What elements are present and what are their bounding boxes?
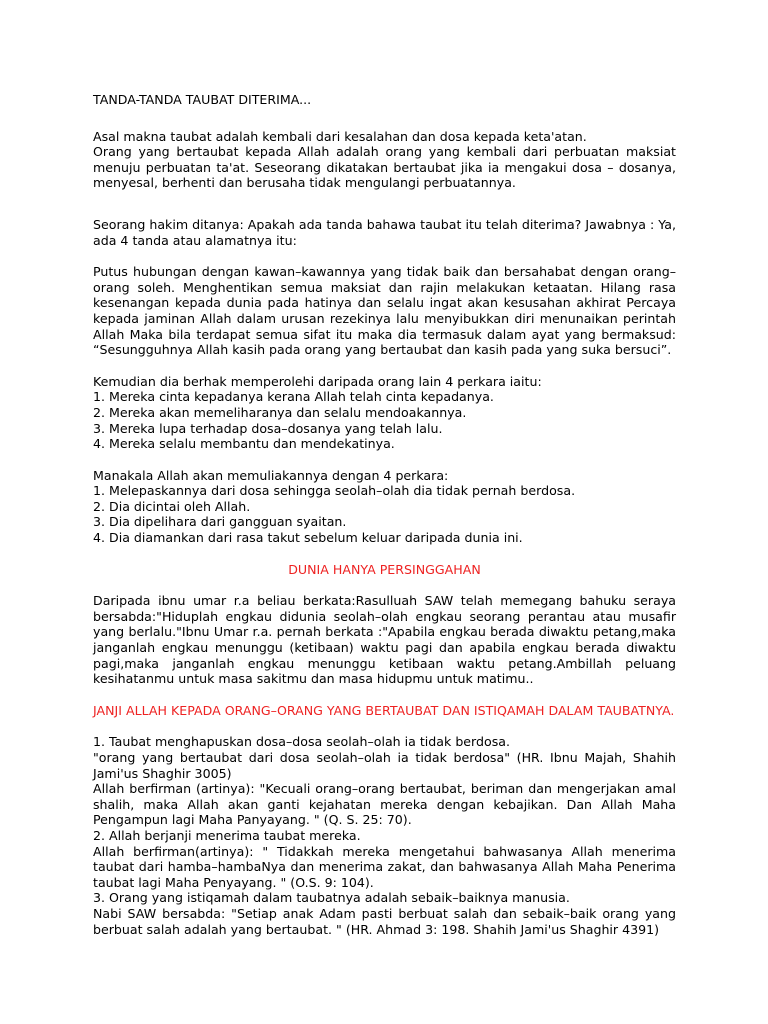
manakala-intro: Manakala Allah akan memuliakannya dengan 4 perkara:	[93, 467, 449, 483]
janji-line: 1. Taubat menghapuskan dosa–dosa seolah–olah ia tidak berdosa.	[93, 734, 510, 750]
manakala-item: 3. Dia dipelihara dari gangguan syaitan.	[93, 514, 347, 530]
manakala-item: 2. Dia dicintai oleh Allah.	[93, 498, 251, 514]
dunia-paragraph: Daripada ibnu umar r.a beliau berkata:Rasulluah SAW telah memegang bahuku seraya bersabda:"Hiduplah engkau didunia seolah–olah engkau seorang perantau atau musafir yang berlalu."Ibnu Umar r.a. pernah berkata :"Apabila engkau berada diwaktu petang,maka janganlah engkau menunggu (ketibaan) waktu pagi dan apabila engkau berada diwaktu pagi,maka janganlah engkau menunggu ketibaan waktu petang.Ambillah peluang kesihatanmu untuk masa sakitmu dan masa hidupmu untuk matimu..	[93, 593, 676, 687]
intro-line-1: Asal makna taubat adalah kembali dari kesalahan dan dosa kepada keta'atan.	[93, 128, 587, 144]
document-page	[93, 92, 676, 937]
kemudian-intro: Kemudian dia berhak memperolehi daripada orang lain 4 perkara iaitu:	[93, 373, 542, 389]
document-title: TANDA-TANDA TAUBAT DITERIMA...	[93, 92, 312, 107]
kemudian-item: 3. Mereka lupa terhadap dosa–dosanya yang telah lalu.	[93, 420, 443, 436]
janji-line: 3. Orang yang istiqamah dalam taubatnya adalah sebaik–baiknya manusia.	[93, 890, 570, 906]
kemudian-item: 4. Mereka selalu membantu dan mendekatinya.	[93, 436, 395, 452]
heading-janji: JANJI ALLAH KEPADA ORANG–ORANG YANG BERTAUBAT DAN ISTIQAMAH DALAM TAUBATNYA.	[93, 702, 675, 718]
intro-paragraph: Orang yang bertaubat kepada Allah adalah orang yang kembali dari perbuatan maksiat menuju perbuatan ta'at. Seseorang dikatakan bertaubat jika ia mengakui dosa – dosanya, menyesal, berhenti dan berusaha tidak mengulangi perbuatannya.	[93, 144, 676, 191]
janji-line: Allah berfirman (artinya): "Kecuali orang–orang bertaubat, beriman dan mengerjakan amal shalih, maka Allah akan ganti kejahatan mereka dengan kebajikan. Dan Allah Maha Pengampun lagi Maha Panyayang. " (Q. S. 25: 70).	[93, 781, 676, 828]
janji-line: 2. Allah berjanji menerima taubat mereka.	[93, 827, 361, 843]
janji-line: "orang yang bertaubat dari dosa seolah–olah ia tidak berdosa" (HR. Ibnu Majah, Shahih Jami'us Shaghir 3005)	[93, 750, 676, 781]
kemudian-item: 1. Mereka cinta kepadanya kerana Allah telah cinta kepadanya.	[93, 389, 494, 405]
manakala-item: 1. Melepaskannya dari dosa sehingga seolah–olah dia tidak pernah berdosa.	[93, 483, 576, 499]
hakim-paragraph: Seorang hakim ditanya: Apakah ada tanda bahawa taubat itu telah diterima? Jawabnya : Ya, ada 4 tanda atau alamatnya itu:	[93, 216, 676, 248]
manakala-item: 4. Dia diamankan dari rasa takut sebelum keluar daripada dunia ini.	[93, 530, 523, 546]
putus-paragraph: Putus hubungan dengan kawan–kawannya yang tidak baik dan bersahabat dengan orang–orang soleh. Menghentikan semua maksiat dan rajin melakukan ketaatan. Hilang rasa kesenangan kepada dunia pada hatinya dan selalu ingat akan kesusahan akhirat Percaya kepada jaminan Allah dalam urusan rezekinya lalu menyibukkan diri menunaikan perintah Allah Maka bila terdapat semua sifat itu maka dia termasuk dalam ayat yang bermaksud: “Sesungguhnya Allah kasih pada orang yang bertaubat dan kasih pada yang suka bersuci”.	[93, 264, 676, 358]
heading-dunia: DUNIA HANYA PERSINGGAHAN	[288, 561, 481, 577]
janji-line: Allah berfirman(artinya): " Tidakkah mereka mengetahui bahwasanya Allah menerima taubat dari hamba–hambaNya dan menerima zakat, dan bahwasanya Allah Maha Penerima taubat lagi Maha Penyayang. " (O.S. 9: 104).	[93, 843, 676, 890]
kemudian-item: 2. Mereka akan memeliharanya dan selalu mendoakannya.	[93, 404, 467, 420]
janji-line: Nabi SAW bersabda: "Setiap anak Adam pasti berbuat salah dan sebaik–baik orang yang berbuat salah adalah yang bertaubat. " (HR. Ahmad 3: 198. Shahih Jami'us Shaghir 4391)	[93, 905, 676, 937]
